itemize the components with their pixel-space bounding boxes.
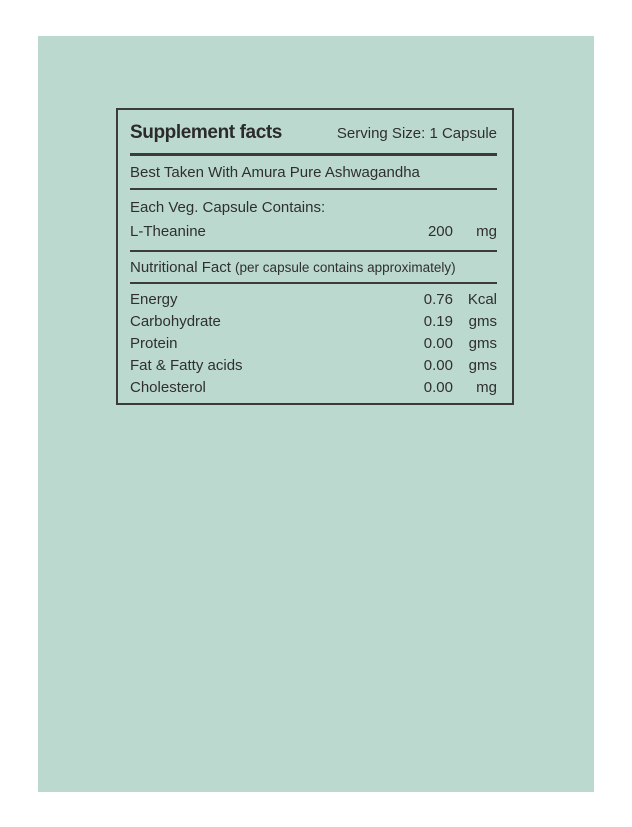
nutrient-amount: 0.00 xyxy=(423,335,453,352)
nutrient-unit: gms xyxy=(468,335,497,352)
nutrient-name: Protein xyxy=(130,335,178,352)
header-divider xyxy=(130,153,497,156)
nutrient-row xyxy=(130,357,497,377)
nutrient-amount: 0.00 xyxy=(423,379,453,396)
facts-header xyxy=(130,122,497,148)
divider-2 xyxy=(130,250,497,252)
nutrient-unit: Kcal xyxy=(467,291,497,308)
nutritional-fact-note: (per capsule contains approximately) xyxy=(235,260,456,275)
nutrient-row xyxy=(130,379,497,399)
supplement-facts-box xyxy=(116,108,514,405)
best-taken-with: Best Taken With Amura Pure Ashwagandha xyxy=(130,164,420,181)
nutrient-amount: 0.19 xyxy=(423,313,453,330)
contains-heading: Each Veg. Capsule Contains: xyxy=(130,199,326,216)
nutrient-unit: gms xyxy=(468,357,497,374)
nutrient-name: Fat & Fatty acids xyxy=(130,357,243,374)
nutrient-name: Carbohydrate xyxy=(130,313,221,330)
nutrient-row xyxy=(130,313,497,333)
nutrient-amount: 0.00 xyxy=(423,357,453,374)
ingredient-name: L-Theanine xyxy=(130,223,206,240)
serving-size: Serving Size: 1 Capsule xyxy=(336,125,497,142)
facts-title: Supplement facts xyxy=(130,122,282,143)
nutrient-amount: 0.76 xyxy=(423,291,453,308)
nutrient-unit: gms xyxy=(468,313,497,330)
nutrient-unit: mg xyxy=(476,379,497,396)
nutrient-name: Energy xyxy=(130,291,178,308)
nutrient-name: Cholesterol xyxy=(130,379,206,396)
ingredient-amount: 200 xyxy=(427,223,453,240)
divider-1 xyxy=(130,188,497,190)
active-ingredient-row xyxy=(130,223,497,243)
divider-3 xyxy=(130,282,497,284)
ingredient-unit: mg xyxy=(476,223,497,240)
nutritional-fact-title: Nutritional Fact xyxy=(130,259,231,276)
nutrient-row xyxy=(130,291,497,311)
nutritional-fact-heading xyxy=(130,259,456,276)
nutrient-row xyxy=(130,335,497,355)
